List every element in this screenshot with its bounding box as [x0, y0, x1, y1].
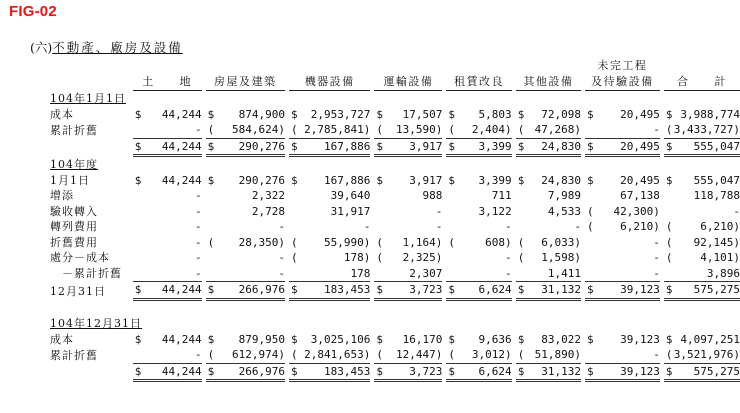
- row-label: 成本: [50, 107, 74, 121]
- cell-other: ( 1,598): [517, 251, 581, 264]
- cell-other: ( 6,033): [517, 235, 581, 249]
- row-label: [50, 138, 133, 156]
- row-label: －累計折舊: [50, 267, 122, 280]
- cell-total: 3,896: [664, 266, 740, 282]
- paren: (: [517, 348, 525, 361]
- cell-cip: $ 20,495: [587, 107, 660, 121]
- cell-leasehold: -: [505, 220, 512, 233]
- currency-symbol: $: [376, 364, 384, 378]
- cell-total: $ 4,097,251: [665, 332, 740, 346]
- currency-symbol: $: [376, 173, 384, 187]
- cell-transport: ( 2,325): [376, 251, 443, 264]
- currency-symbol: $: [517, 139, 525, 153]
- cell-transport: $ 3,723: [374, 282, 442, 300]
- block-heading-year: 104年度: [50, 158, 98, 171]
- paren: (: [517, 123, 525, 136]
- currency-symbol: $: [517, 332, 525, 346]
- row-label: 折舊費用: [50, 235, 98, 249]
- ppe-table: [50, 58, 740, 382]
- currency-symbol: $: [291, 107, 298, 121]
- cell-building: ( 612,974): [207, 348, 285, 361]
- cell-transport: $ 3,917: [374, 138, 442, 156]
- currency-symbol: $: [448, 332, 456, 346]
- row-label: 處分－成本: [50, 251, 110, 264]
- cell-cip: $ 39,123: [587, 332, 660, 346]
- paren: (: [207, 123, 215, 136]
- cell-machinery: $ 3,025,106: [291, 332, 371, 346]
- currency-symbol: $: [517, 107, 525, 121]
- paren: (: [517, 251, 525, 264]
- paren: (: [587, 204, 594, 218]
- section-heading-row: [50, 156, 740, 173]
- cell-cip: 67,138: [620, 189, 660, 202]
- cell-machinery: $ 2,953,727: [291, 107, 371, 121]
- cell-total: $ 555,047: [665, 173, 740, 187]
- cell-land: -: [133, 266, 202, 282]
- currency-symbol: $: [207, 107, 215, 121]
- cell-transport: 2,307: [374, 266, 442, 282]
- currency-symbol: $: [587, 364, 594, 378]
- table-row: [50, 138, 740, 156]
- table-row: [50, 219, 740, 235]
- cell-land: $ 44,244: [134, 332, 202, 346]
- column-header-land: 土 地: [133, 74, 202, 92]
- cell-leasehold: $ 3,399: [446, 138, 511, 156]
- cell-leasehold: $ 6,624: [446, 282, 511, 300]
- cell-land: -: [194, 189, 202, 202]
- currency-symbol: $: [665, 107, 673, 121]
- cell-building: 2,728: [251, 204, 285, 218]
- cell-machinery: $ 167,886: [291, 173, 371, 187]
- currency-symbol: $: [376, 283, 384, 296]
- row-label: 累計折舊: [50, 348, 98, 362]
- paren: (: [376, 348, 384, 361]
- cell-other: ( 47,268): [517, 123, 581, 136]
- currency-symbol: $: [448, 139, 456, 153]
- cell-total: ( 4,101): [665, 251, 740, 264]
- currency-symbol: $: [665, 332, 673, 346]
- block-heading-closing: 104年12月31日: [50, 317, 142, 330]
- paren: (: [376, 123, 384, 136]
- currency-symbol: $: [207, 332, 215, 346]
- currency-symbol: $: [134, 139, 142, 153]
- cell-total: -: [733, 204, 740, 218]
- row-label: 增添: [50, 189, 74, 202]
- cell-other: 4,533: [547, 204, 581, 218]
- cell-building: -: [278, 220, 285, 233]
- currency-symbol: $: [665, 139, 673, 153]
- cell-total: 118,788: [693, 189, 740, 202]
- paren: (: [665, 220, 673, 233]
- cell-total: ( 6,210): [665, 220, 740, 233]
- cell-land: $ 44,244: [133, 282, 202, 300]
- table-row: [50, 347, 740, 363]
- header-row-1: [50, 58, 740, 74]
- row-label: 12月31日: [50, 284, 106, 298]
- cell-cip: $ 39,123: [585, 363, 660, 381]
- cell-machinery: 31,917: [330, 204, 371, 218]
- cell-transport: -: [435, 220, 443, 233]
- cell-other: ( 51,890): [517, 348, 581, 361]
- currency-symbol: $: [376, 332, 384, 346]
- cell-machinery: -: [363, 220, 371, 233]
- column-header-cip-line1: 未完工程: [597, 59, 648, 72]
- cell-building: $ 874,900: [207, 107, 285, 121]
- block-heading-opening: 104年1月1日: [50, 92, 126, 105]
- cell-machinery: $ 183,453: [289, 363, 370, 381]
- paren: (: [376, 251, 384, 264]
- cell-leasehold: ( 608): [448, 235, 512, 249]
- cell-total: ( 3,433,727): [665, 123, 740, 136]
- paren: (: [448, 235, 456, 249]
- currency-symbol: $: [587, 332, 594, 346]
- cell-transport: $ 3,723: [374, 363, 442, 381]
- cell-other: $ 72,098: [517, 107, 581, 121]
- cell-building: $ 266,976: [206, 282, 285, 300]
- currency-symbol: $: [291, 332, 298, 346]
- currency-symbol: $: [665, 173, 673, 187]
- cell-leasehold: ( 3,012): [448, 348, 512, 361]
- currency-symbol: $: [207, 364, 215, 378]
- cell-total: ( 92,145): [665, 235, 740, 249]
- paren: (: [376, 235, 384, 249]
- paren: (: [517, 235, 525, 249]
- cell-building: ( 28,350): [207, 235, 285, 249]
- cell-other: $ 83,022: [517, 332, 581, 346]
- paren: (: [448, 348, 456, 361]
- currency-symbol: $: [291, 364, 298, 378]
- table-row: [50, 173, 740, 189]
- cell-other: 1,411: [516, 266, 581, 282]
- cell-other: $ 31,132: [516, 282, 581, 300]
- cell-transport: 988: [422, 189, 443, 202]
- cell-other: $ 31,132: [516, 363, 581, 381]
- cell-other: $ 24,830: [517, 173, 581, 187]
- cell-building: -: [206, 266, 285, 282]
- cell-leasehold: $ 9,636: [448, 332, 512, 346]
- paren: (: [207, 235, 215, 249]
- currency-symbol: $: [376, 139, 384, 153]
- cell-transport: $ 3,917: [376, 173, 443, 187]
- row-label: [50, 363, 133, 381]
- cell-machinery: 39,640: [330, 189, 371, 202]
- cell-machinery: 178: [289, 266, 370, 282]
- cell-total: $ 575,275: [664, 282, 740, 300]
- cell-transport: -: [435, 204, 443, 218]
- paren: (: [291, 123, 298, 136]
- cell-cip: -: [585, 347, 660, 363]
- currency-symbol: $: [134, 107, 142, 121]
- cell-building: $ 290,276: [207, 173, 285, 187]
- cell-total: ( 3,521,976): [665, 348, 740, 361]
- column-header-leasehold: 租賃改良: [446, 74, 511, 92]
- cell-building: $ 879,950: [207, 332, 285, 346]
- currency-symbol: $: [448, 283, 456, 296]
- cell-transport: ( 1,164): [376, 235, 443, 249]
- currency-symbol: $: [517, 173, 525, 187]
- cell-total: $ 575,275: [664, 363, 740, 381]
- currency-symbol: $: [587, 283, 594, 296]
- cell-cip: -: [653, 251, 660, 264]
- cell-land: -: [194, 235, 202, 249]
- paren: (: [291, 251, 298, 264]
- paren: (: [448, 123, 456, 136]
- column-header-building: 房屋及建築: [206, 74, 285, 92]
- cell-cip: ( 6,210): [587, 220, 660, 233]
- cell-land: -: [133, 122, 202, 138]
- paren: (: [665, 348, 673, 361]
- cell-land: $ 44,244: [134, 173, 202, 187]
- cell-machinery: ( 55,990): [291, 235, 371, 249]
- cell-cip: $ 20,495: [585, 138, 660, 156]
- currency-symbol: $: [207, 283, 215, 296]
- cell-machinery: ( 178): [291, 251, 371, 264]
- currency-symbol: $: [134, 173, 142, 187]
- cell-building: 2,322: [251, 189, 285, 202]
- row-label: 成本: [50, 332, 74, 346]
- cell-land: $ 44,244: [134, 107, 202, 121]
- cell-building: $ 290,276: [206, 138, 285, 156]
- cell-leasehold: -: [446, 266, 511, 282]
- cell-leasehold: $ 6,624: [446, 363, 511, 381]
- cell-leasehold: $ 3,399: [448, 173, 512, 187]
- table-row: [50, 122, 740, 138]
- row-label: 轉列費用: [50, 220, 98, 233]
- currency-symbol: $: [517, 364, 525, 378]
- cell-total: $ 555,047: [664, 138, 740, 156]
- column-header-total: 合 計: [664, 74, 740, 92]
- cell-land: -: [194, 251, 202, 264]
- cell-building: ( 584,624): [207, 123, 285, 136]
- cell-land: $ 44,244: [133, 138, 202, 156]
- currency-symbol: $: [587, 173, 594, 187]
- table-row: [50, 266, 740, 282]
- row-label: 1月1日: [50, 173, 90, 187]
- cell-cip: -: [585, 266, 660, 282]
- cell-leasehold: 3,122: [478, 204, 512, 218]
- table-row: [50, 204, 740, 220]
- table-row: [50, 188, 740, 204]
- currency-symbol: $: [448, 107, 456, 121]
- column-header-machinery: 機器設備: [289, 74, 370, 92]
- cell-total: $ 3,988,774: [665, 107, 740, 121]
- currency-symbol: $: [207, 173, 215, 187]
- currency-symbol: $: [291, 139, 298, 153]
- currency-symbol: $: [134, 283, 142, 296]
- figure-tag: FIG-02: [9, 3, 57, 20]
- table-row: [50, 363, 740, 381]
- cell-cip: ( 42,300): [587, 204, 660, 218]
- paren: (: [291, 348, 298, 361]
- currency-symbol: $: [376, 107, 384, 121]
- currency-symbol: $: [291, 283, 298, 296]
- column-header-other: 其他設備: [516, 74, 581, 92]
- table-row: [50, 282, 740, 300]
- section-heading-row: [50, 91, 740, 107]
- paren: (: [665, 251, 673, 264]
- cell-other: 7,989: [547, 189, 581, 202]
- table-row: [50, 250, 740, 266]
- cell-building: -: [278, 251, 285, 264]
- currency-symbol: $: [665, 283, 673, 296]
- cell-other: -: [574, 220, 581, 233]
- currency-symbol: $: [587, 107, 594, 121]
- table-row: [50, 235, 740, 251]
- cell-land: -: [194, 204, 202, 218]
- cell-transport: ( 13,590): [376, 123, 443, 136]
- currency-symbol: $: [134, 332, 142, 346]
- currency-symbol: $: [291, 173, 298, 187]
- paren: (: [291, 235, 298, 249]
- currency-symbol: $: [134, 364, 142, 378]
- cell-leasehold: 711: [491, 189, 512, 202]
- currency-symbol: $: [207, 139, 215, 153]
- currency-symbol: $: [587, 139, 594, 153]
- cell-other: $ 24,830: [516, 138, 581, 156]
- section-heading: 不動產、廠房及設備: [52, 40, 183, 55]
- header-row: [50, 74, 740, 92]
- table-row: [50, 332, 740, 348]
- row-label: 驗收轉入: [50, 204, 98, 218]
- row-label: 累計折舊: [50, 123, 98, 137]
- cell-land: -: [133, 347, 202, 363]
- paren: (: [587, 220, 594, 233]
- column-header-cip: 及待驗設備: [585, 74, 660, 92]
- cell-cip: $ 20,495: [587, 173, 660, 187]
- cell-land: -: [194, 220, 202, 233]
- cell-building: $ 266,976: [206, 363, 285, 381]
- currency-symbol: $: [517, 283, 525, 296]
- currency-symbol: $: [665, 364, 673, 378]
- section-heading-row: [50, 316, 740, 332]
- cell-cip: -: [653, 235, 660, 249]
- section-title: [30, 38, 183, 56]
- paren: (: [665, 123, 673, 136]
- cell-cip: -: [585, 122, 660, 138]
- cell-machinery: $ 183,453: [289, 282, 370, 300]
- currency-symbol: $: [448, 173, 456, 187]
- paren: (: [665, 235, 673, 249]
- section-number: (六): [30, 40, 53, 55]
- cell-cip: $ 39,123: [585, 282, 660, 300]
- cell-machinery: ( 2,785,841): [291, 123, 371, 136]
- cell-machinery: ( 2,841,653): [291, 348, 371, 361]
- cell-leasehold: ( 2,404): [448, 123, 512, 136]
- cell-leasehold: $ 5,803: [448, 107, 512, 121]
- cell-leasehold: -: [505, 251, 512, 264]
- cell-land: $ 44,244: [133, 363, 202, 381]
- cell-transport: $ 17,507: [376, 107, 443, 121]
- table-row: [50, 107, 740, 123]
- cell-machinery: $ 167,886: [289, 138, 370, 156]
- column-header-transport: 運輸設備: [374, 74, 442, 92]
- cell-transport: ( 12,447): [376, 348, 443, 361]
- paren: (: [207, 348, 215, 361]
- cell-transport: $ 16,170: [376, 332, 443, 346]
- currency-symbol: $: [448, 364, 456, 378]
